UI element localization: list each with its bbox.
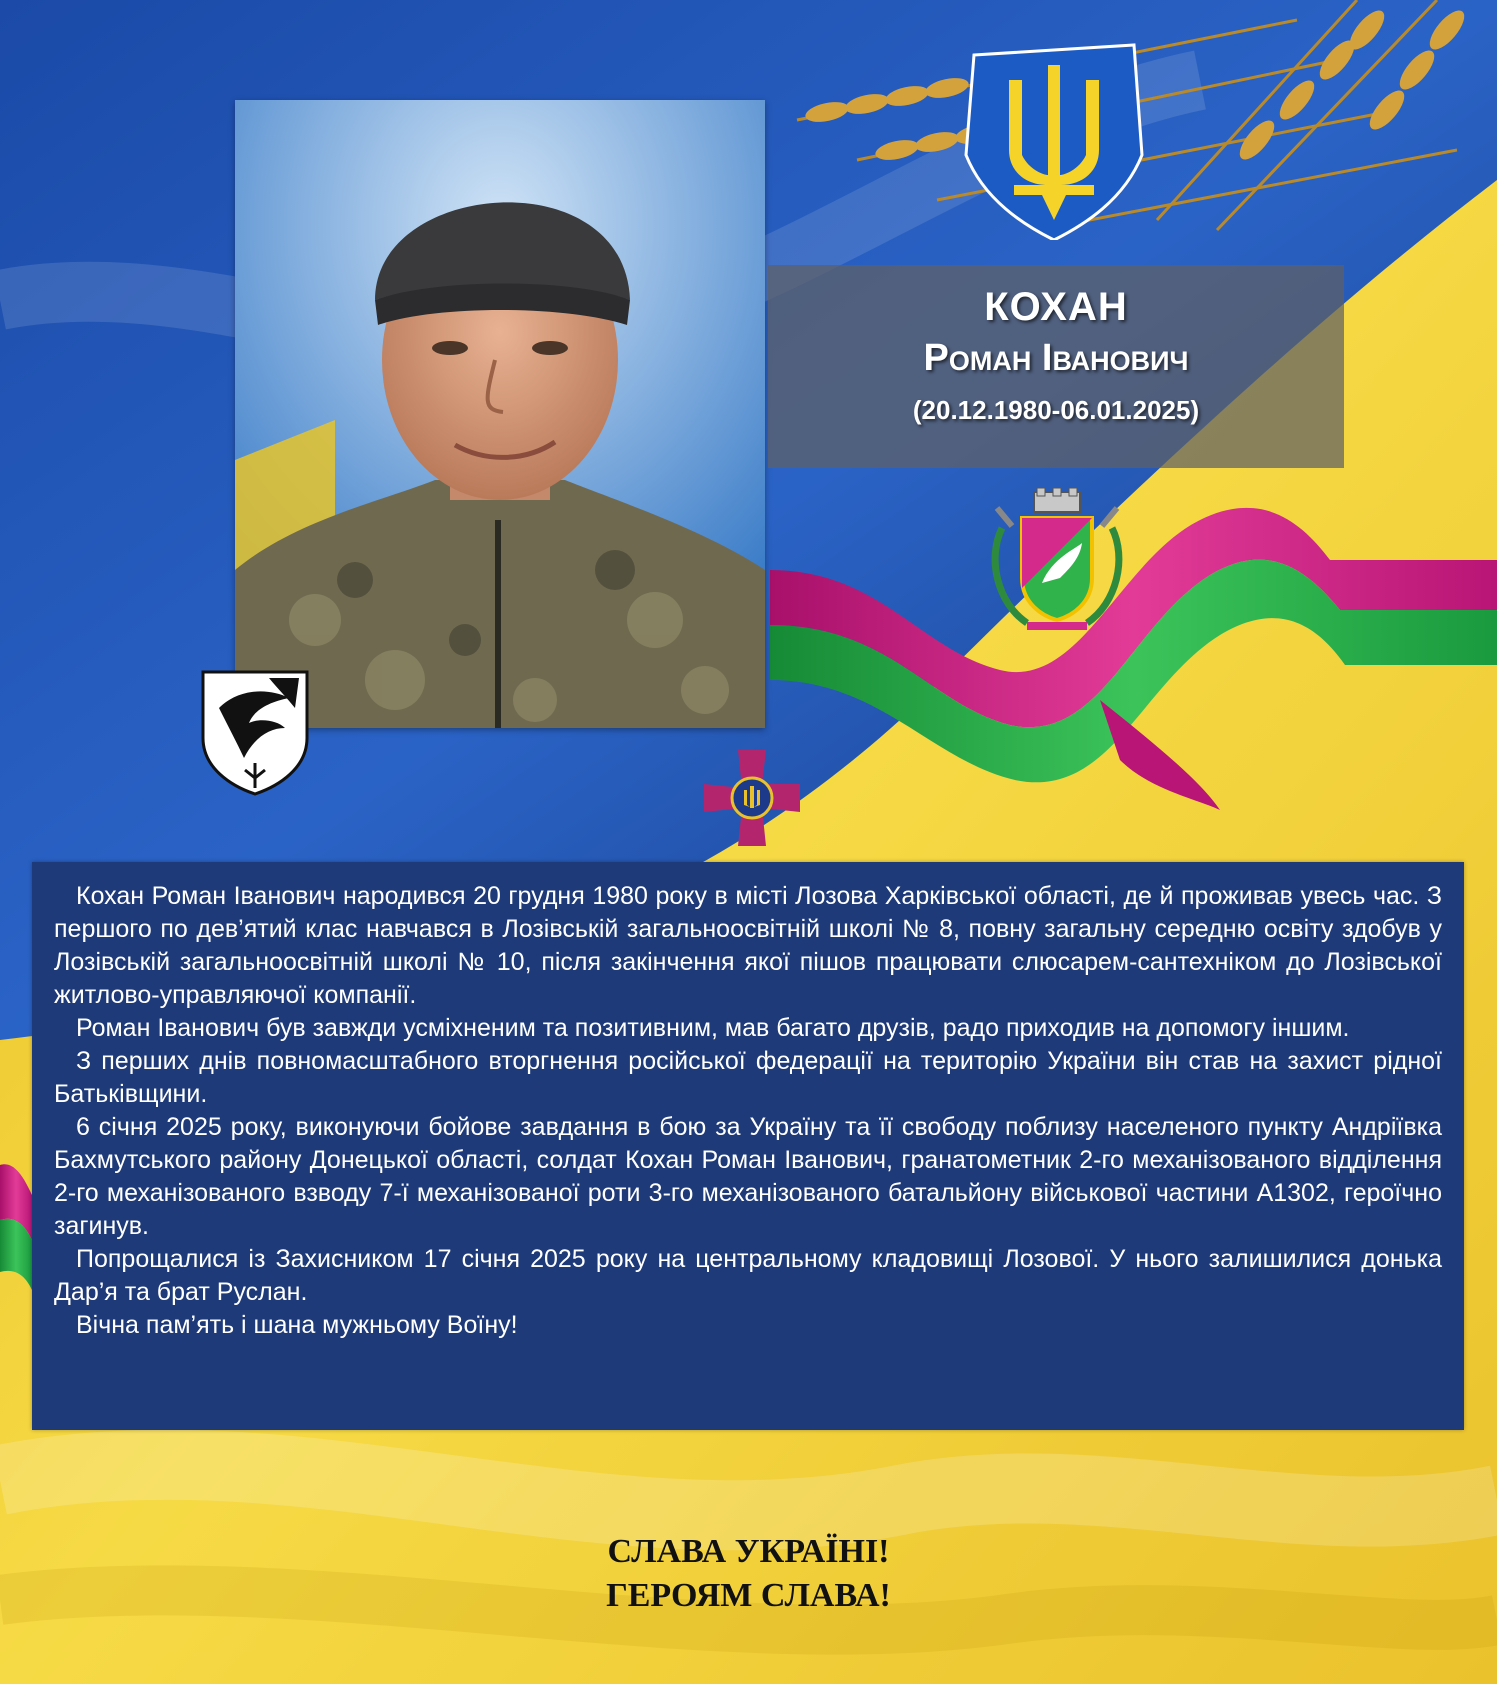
hero-dates: (20.12.1980-06.01.2025) [912, 395, 1200, 425]
hero-surname: КОХАН [984, 285, 1128, 329]
bio-paragraph: Роман Іванович був завжди усміхненим та позитивним, мав багато друзів, радо приходив на допомогу іншим. [76, 1014, 1350, 1042]
bio-paragraph: З перших днів повномасштабного вторгнення російської федерації на територію України він став на захист рідної Батьківщини. [54, 1047, 1442, 1108]
bio-paragraph: Вічна пам’ять і шана мужньому Воїну! [76, 1311, 518, 1339]
military-cross-icon [704, 750, 800, 846]
name-panel [768, 265, 1344, 468]
city-coat-of-arms-icon [982, 488, 1132, 636]
biography-text [54, 880, 1442, 1342]
slogan-line-1: СЛАВА УКРАЇНІ! [607, 1533, 890, 1570]
brigade-emblem-icon [199, 668, 311, 796]
biography-panel [32, 862, 1464, 1430]
trident-shield-icon [954, 35, 1154, 240]
bio-paragraph: Попрощалися із Захисником 17 січня 2025 року на центральному кладовищі Лозової. У нього залишилися донька Дар’я та брат Руслан. [54, 1245, 1442, 1306]
slogan-line-2: ГЕРОЯМ СЛАВА! [606, 1577, 891, 1614]
soldier-portrait [235, 100, 765, 728]
bio-paragraph: Кохан Роман Іванович народився 20 грудня 1980 року в місті Лозова Харківської області, де й проживав увесь час. З першого по дев’ятий клас навчався в Лозівській загальноосвітній школі № 8, повну загальну середню освіту здобув у Лозівській загальноосвітній школі № 10, після закінчення якої пішов працювати слюсарем-сантехніком до Лозівської житлово-управляючої компанії. [54, 882, 1442, 1009]
bio-paragraph: 6 січня 2025 року, виконуючи бойове завдання в бою за Україну та її свободу поблизу населеного пункту Андріївка Бахмутського району Донецької області, солдат Кохан Роман Іванович, гранатометник 2-го механізованого відділення 2-го механізованого взводу 7-ї механізованої роти 3-го механізованого батальйону військової частини А1302, героїчно загинув. [54, 1113, 1442, 1240]
slogans [0, 1530, 1497, 1618]
hero-full-name: Роман Іванович [923, 337, 1189, 379]
portrait-photo [235, 100, 765, 728]
